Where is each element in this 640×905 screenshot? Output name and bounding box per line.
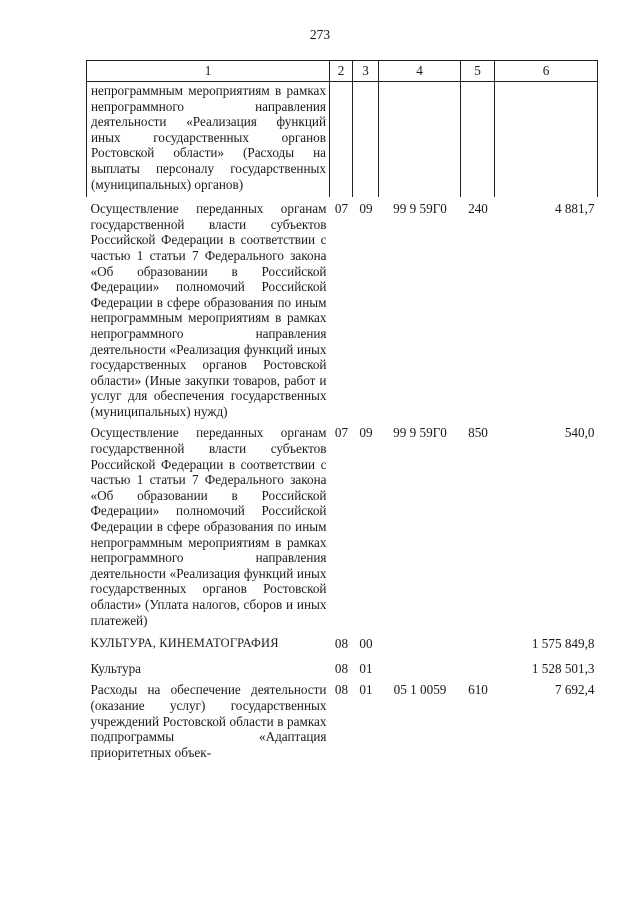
table-row — [87, 82, 598, 198]
row-description: Расходы на обеспечение деятельности (оказание услуг) государственных учреждений Ростовской области в рамках подпрограммы «Адаптация приоритетных объек- — [90, 682, 327, 760]
row-amount: 7 692,4 — [554, 682, 595, 698]
row-target-item: 99 9 59Г0 — [393, 201, 447, 217]
row-subsection: 01 — [359, 682, 373, 698]
table-row — [87, 197, 598, 424]
column-header-4: 4 — [379, 61, 461, 82]
table-row — [87, 424, 598, 633]
row-subsection: 01 — [359, 660, 373, 676]
table-header-row — [87, 61, 598, 82]
row-expense-type — [461, 633, 495, 657]
row-section: 07 — [334, 425, 349, 441]
table-row — [87, 657, 598, 682]
row-description: Осуществление переданных органам государственной власти субъектов Российской Федерации в соответствии с частью 1 статьи 7 Федерального закона «Об образовании в Российской Федерации» полномочий Российской Федерации в сфере образования по иным непрограммным мероприятиям в рамках непрограммного направления деятельности «Реализация функций иных государственных органов Ростовской области» (Иные закупки товаров, работ и услуг для обеспечения государственных (муниципальных) нужд) — [90, 201, 327, 419]
row-section: 08 — [334, 636, 349, 652]
row-expense-type — [461, 82, 495, 198]
table-row — [87, 681, 598, 765]
row-expense-type: 240 — [468, 201, 488, 217]
row-target-item: 05 1 0059 — [393, 682, 447, 698]
column-header-6: 6 — [495, 61, 598, 82]
row-expense-type: 610 — [468, 682, 488, 698]
row-section: 07 — [334, 201, 349, 217]
row-amount: 1 575 849,8 — [531, 636, 595, 652]
row-subsection — [353, 82, 379, 198]
row-amount: 1 528 501,3 — [531, 660, 595, 676]
column-header-2: 2 — [330, 61, 353, 82]
column-header-5: 5 — [461, 61, 495, 82]
row-description: Осуществление переданных органам государственной власти субъектов Российской Федерации в соответствии с частью 1 статьи 7 Федерального закона «Об образовании в Российской Федерации» полномочий Российской Федерации в сфере образования по иным непрограммным мероприятиям в рамках непрограммного направления деятельности «Реализация функций иных государственных органов Ростовской области» (Уплата налогов, сборов и иных платежей) — [90, 425, 327, 628]
row-target-item — [379, 633, 461, 657]
budget-table — [86, 60, 598, 765]
row-subsection: 09 — [359, 201, 373, 217]
column-header-3: 3 — [353, 61, 379, 82]
row-description: Культура — [90, 660, 142, 676]
row-amount: 4 881,7 — [554, 201, 595, 217]
row-target-item — [379, 82, 461, 198]
row-expense-type — [461, 657, 495, 682]
row-amount: 540,0 — [564, 425, 595, 441]
row-section — [330, 82, 353, 198]
row-section: 08 — [334, 682, 349, 698]
row-section: 08 — [334, 660, 349, 676]
row-expense-type: 850 — [468, 425, 488, 441]
page-number: 273 — [309, 27, 331, 42]
row-amount — [495, 82, 598, 198]
row-subsection: 09 — [359, 425, 373, 441]
column-header-1: 1 — [87, 61, 330, 82]
row-subsection: 00 — [359, 636, 373, 652]
row-target-item: 99 9 59Г0 — [393, 425, 447, 441]
row-description: КУЛЬТУРА, КИНЕМАТОГРАФИЯ — [90, 636, 279, 651]
row-description: непрограммным мероприятиям в рамках непрограммного направления деятельности «Реализация функций иных государственных органов Ростовской области» (Расходы на выплаты персоналу государственных (муниципальных) органов) — [87, 82, 330, 198]
table-row — [87, 633, 598, 657]
row-target-item — [379, 657, 461, 682]
